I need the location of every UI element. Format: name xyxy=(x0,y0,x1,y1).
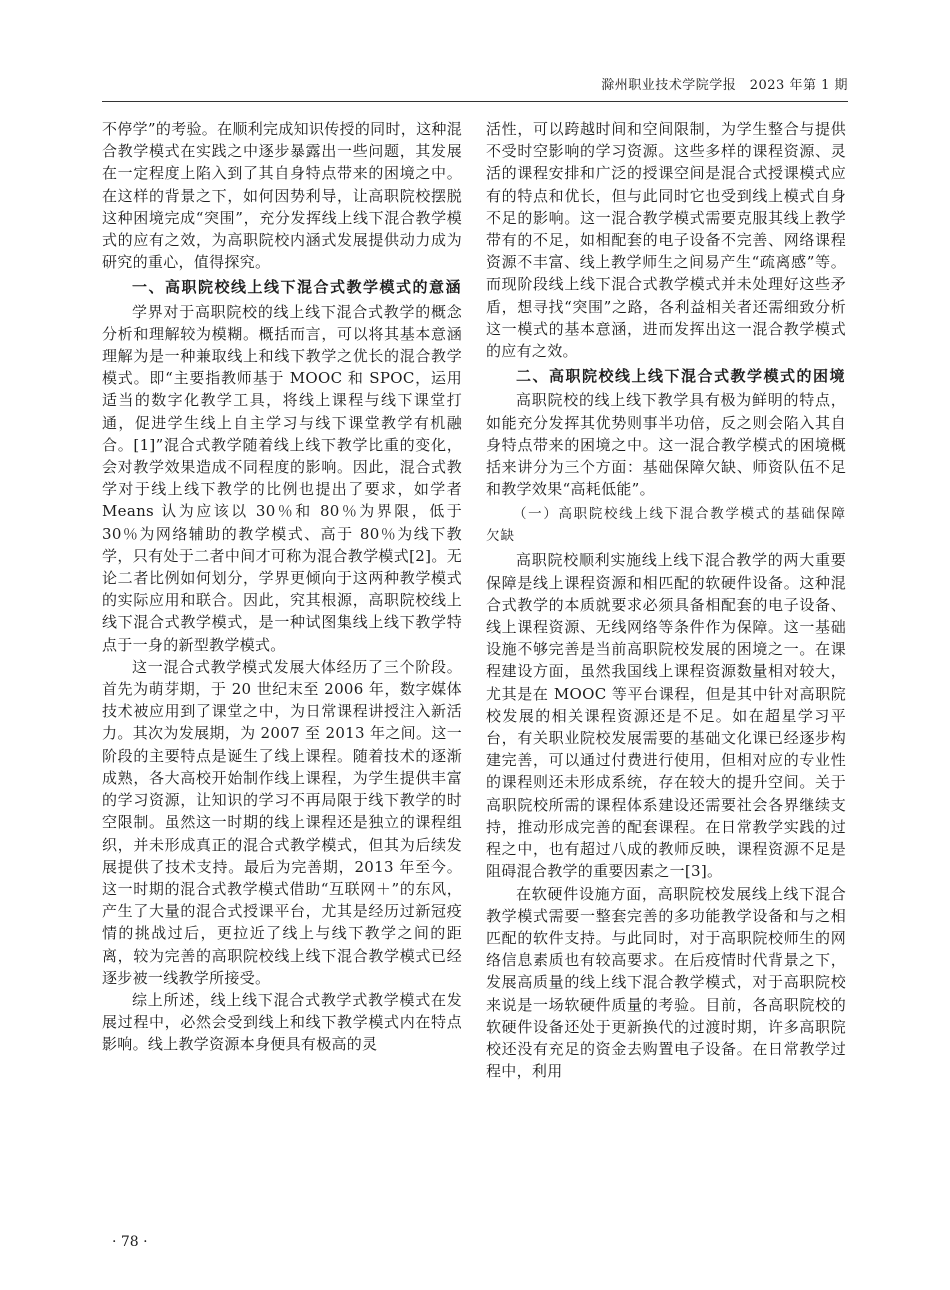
paragraph: 活性，可以跨越时间和空间限制，为学生整合与提供不受时空影响的学习资源。这些多样的课程资源、灵活的课程安排和广泛的授课空间是混合式授课模式应有的特点和优长，但与此同时它也受到线上模式自身不足的影响。这一混合教学模式需要克服其线上教学带有的不足，如相配套的电子设备不完善、网络课程资源不丰富、线上教学师生之间易产生“疏离感”等。而现阶段线上线下混合式教学模式并未处理好这些矛盾，想寻找“突围”之路，各利益相关者还需细致分析这一模式的基本意涵，进而发挥出这一混合教学模式的应有之效。 xyxy=(486,120,846,361)
subsection-heading-1: （一）高职院校线上线下混合教学模式的基础保障欠缺 xyxy=(486,506,846,545)
paragraph: 高职院校的线上线下教学具有极为鲜明的特点，如能充分发挥其优势则事半功倍，反之则会陷入其自身特点带来的困境之中。这一混合教学模式的困境概括来讲分为三个方面：基础保障欠缺、师资队伍不足和教学效果“高耗低能”。 xyxy=(486,391,846,499)
paragraph: 在软硬件设施方面，高职院校发展线上线下混合教学模式需要一整套完善的多功能教学设备和与之相匹配的软件支持。与此同时，对于高职院校师生的网络信息素质也有较高要求。在后疫情时代背景之下，发展高质量的线上线下混合教学模式，对于高职院校来说是一场软硬件质量的考验。目前，各高职院校的软硬件设备还处于更新换代的过渡时期，许多高职院校还没有充足的资金去购置电子设备。在日常教学过程中，利用 xyxy=(486,884,846,1081)
paragraph: 学界对于高职院校的线上线下混合式教学的概念分析和理解较为模糊。概括而言，可以将其基本意涵理解为是一种兼取线上和线下教学之优长的混合教学模式。即“主要指教师基于 MOOC 和 SPOC，运用适当的数字化教学工具，将线上课程与线下课堂打通，促进学生线上自主学习与线下课堂教学有机融合。[1]”混合式教学随着线上线下教学比重的变化，会对教学效果造成不同程度的影响。因此，混合式教学对于线上线下教学的比例也提出了要求，如学者 Means 认为应该以 30％和 80％为界限，低于 30％为网络辅助的教学模式、高于 80％为线下教学，只有处于二者中间才可称为混合教学模式[2]。无论二者比例如何划分，学界更倾向于这两种教学模式的实际应用和联合。因此，究其根源，高职院校线上线下混合式教学模式，是一种试图集线上线下教学特点于一身的新型教学模式。 xyxy=(102,302,462,654)
section-heading-1: 一、高职院校线上线下混合式教学模式的意涵 xyxy=(132,278,463,297)
left-column xyxy=(102,118,462,1056)
paragraph: 不停学”的考验。在顺利完成知识传授的同时，这种混合教学模式在实践之中逐步暴露出一些问题，其发展在一定程度上陷入到了其自身特点带来的困境之中。在这样的背景之下，如何因势利导，让高职院校摆脱这种困境完成“突围”，充分发挥线上线下混合教学模式的应有之效，为高职院校内涵式发展提供动力成为研究的重心，值得探究。 xyxy=(102,120,462,272)
paragraph: 高职院校顺利实施线上线下混合教学的两大重要保障是线上课程资源和相匹配的软硬件设备。这种混合式教学的本质就要求必须具备相配套的电子设备、线上课程资源、无线网络等条件作为保障。这一基础设施不够完善是当前高职院校发展的困境之一。在课程建设方面，虽然我国线上课程资源数量相对较大，尤其是在 MOOC 等平台课程，但是其中针对高职院校发展的相关课程资源还是不足。如在超星学习平台，有关职业院校发展需要的基础文化课已经逐步构建完善，可以通过付费进行使用，但相对应的专业性的课程则还未形成系统，存在较大的提升空间。关于高职院校所需的课程体系建设还需要社会各界继续支持，推动形成完善的配套课程。在日常教学实践的过程之中，也有超过八成的教师反映，课程资源不足是阻碍混合教学的重要因素之一[3]。 xyxy=(486,551,846,881)
section-heading-2: 二、高职院校线上线下混合式教学模式的困境 xyxy=(516,367,847,386)
paragraph: 综上所述，线上线下混合式教学式教学模式在发展过程中，必然会受到线上和线下教学模式内在特点影响。线上教学资源本身便具有极高的灵 xyxy=(102,990,462,1054)
paragraph: 这一混合式教学模式发展大体经历了三个阶段。首先为萌芽期，于 20 世纪末至 2006 年，数字媒体技术被应用到了课堂之中，为日常课程讲授注入新活力。其次为发展期，为 2007 至 2013 年之间。这一阶段的主要特点是诞生了线上课程。随着技术的逐渐成熟，各大高校开始制作线上课程，为学生提供丰富的学习资源，让知识的学习不再局限于线下教学的时空限制。虽然这一时期的线上课程还是独立的课程组织，并未形成真正的混合式教学模式，但其为后续发展提供了技术支持。最后为完善期，2013 年至今。这一时期的混合式教学模式借助“互联网＋”的东风，产生了大量的混合式授课平台，尤其是经历过新冠疫情的挑战过后，更拉近了线上与线下教学之间的距离，较为完善的高职院校线上线下混合教学模式已经逐步被一线教学所接受。 xyxy=(102,657,462,987)
running-header: 滁州职业技术学院学报 2023 年第 1 期 xyxy=(601,78,848,93)
right-column xyxy=(486,118,846,1082)
header-rule xyxy=(102,101,848,102)
page-number: · 78 · xyxy=(112,1234,148,1250)
